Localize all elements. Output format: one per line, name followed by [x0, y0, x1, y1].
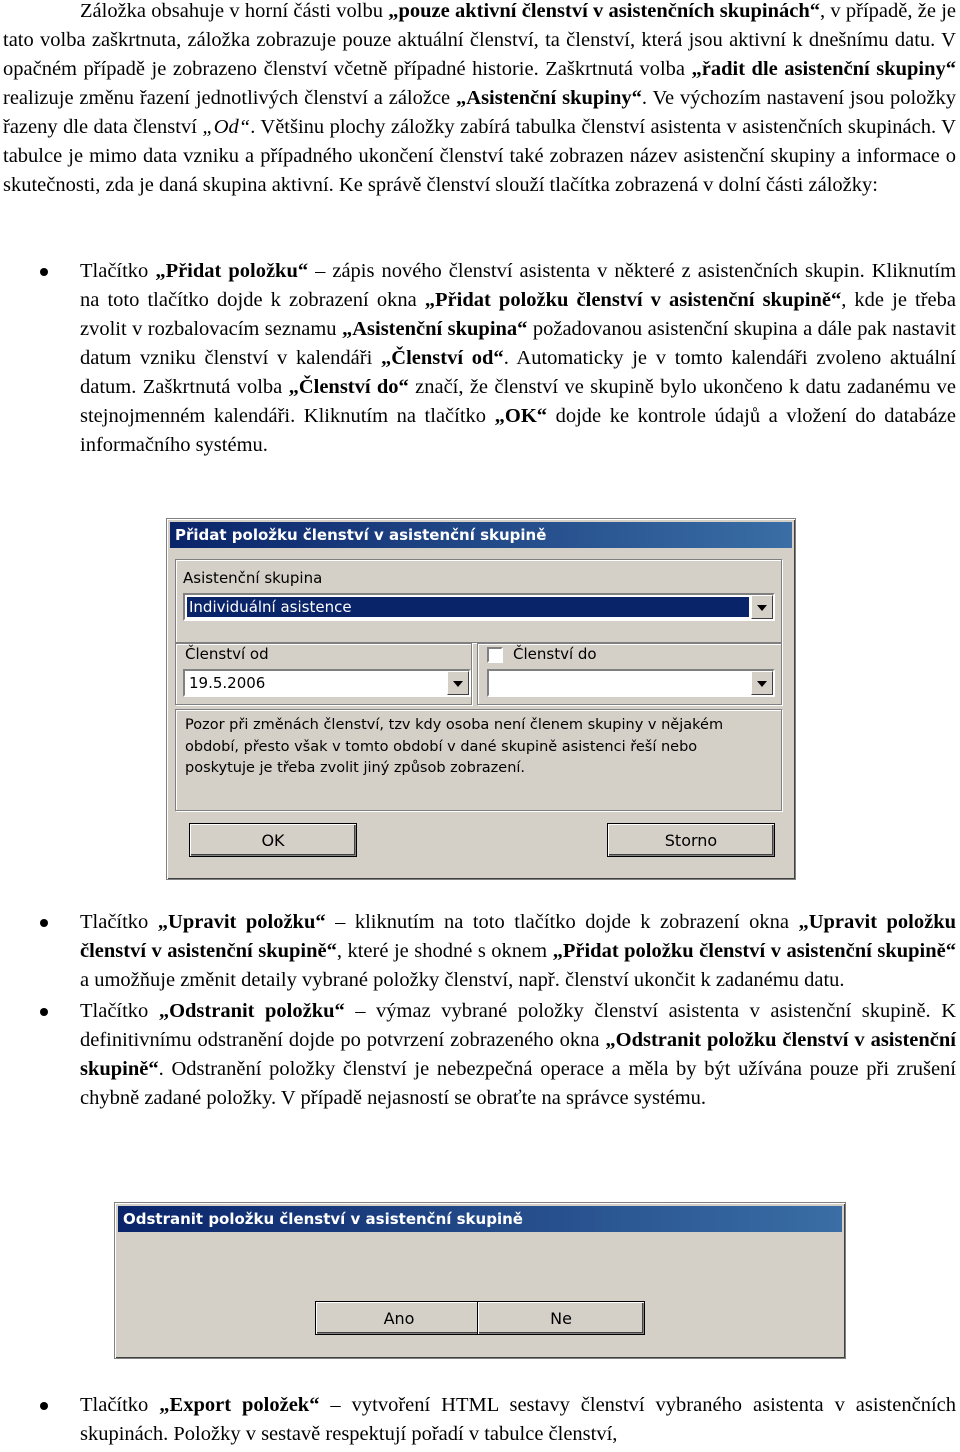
list-item — [0, 1391, 956, 1449]
to-label: Členství do — [513, 645, 597, 663]
text: Tlačítko — [80, 1000, 159, 1022]
bullet-icon — [40, 1008, 48, 1016]
list-item — [0, 257, 956, 460]
option-active-membership: „pouze aktivní členství v asistenčních skupinách“ — [388, 0, 821, 22]
button-name: „Export položek“ — [159, 1394, 320, 1416]
chevron-down-icon[interactable] — [751, 595, 773, 619]
text: , v případě, že je tato volba zaškrtnuta, záložka zobrazuje pouze aktuální členství, ta členství, která jsou aktivní k dnešnímu datu. V opačném případě je zobrazeno členství včetně případné historie. Zaškrtnutá volba — [3, 0, 957, 80]
text: . Většinu plochy záložky zabírá tabulka členství asistenta v asistenčních skupinách. V tabulce je mimo data vzniku a případného ukončení členství také zobrazen název asistenční skupiny a informace o skutečnosti, zda je daná skupina aktivní. Ke správě členství slouží tlačítka zobrazená v dolní části záložky: — [3, 116, 956, 196]
dialog-title: Odstranit položku členství v asistenční skupině — [118, 1206, 842, 1232]
field-name: „Členství od“ — [381, 347, 504, 369]
text: značí, že členství ve skupině bylo ukončeno k datu zadanému ve stejnojmenném kalendáři. Kliknutím na tlačítko — [80, 376, 956, 427]
text: Záložka obsahuje v horní části volbu — [80, 0, 389, 22]
from-label: Členství od — [185, 645, 269, 663]
text: Tlačítko — [80, 260, 156, 282]
text: . Odstranění položky členství je nebezpečná operace a měla by být užívána pouze při zrušení chybně zadané položky. V případě nejasností se obraťte na správce systému. — [80, 1058, 956, 1109]
button-name: „Upravit položku“ — [157, 911, 326, 933]
window-name: „Upravit položku členství v asistenční skupině“ — [80, 911, 957, 962]
text: – výmaz vybrané položky členství asistenta v asistenční skupině. K definitivnímu odstranění dojde po potvrzení zobrazeného okna — [80, 1000, 956, 1051]
button-name: „OK“ — [494, 405, 548, 427]
option-sort-by-group: „řadit dle asistenční skupiny“ — [691, 58, 957, 80]
no-button[interactable]: Ne — [477, 1301, 645, 1335]
bullet-icon — [40, 268, 48, 276]
bullet-icon — [40, 919, 48, 927]
to-date-picker[interactable] — [487, 669, 775, 697]
text: a umožňuje změnit detaily vybrané položky členství, např. členství ukončit k zadanému datu. — [80, 969, 845, 991]
field-name: „Asistenční skupina“ — [341, 318, 528, 340]
button-name: „Přidat položku“ — [155, 260, 309, 282]
bullet-icon — [40, 1402, 48, 1410]
text: realizuje změnu řazení jednotlivých členství a záložce — [3, 87, 457, 109]
text: , kde je třeba zvolit v rozbalovacím seznamu — [80, 289, 957, 340]
list-item — [0, 908, 956, 995]
text: požadovanou asistenční skupina a dále pak nastavit datum vzniku členství v kalendáři — [80, 318, 956, 369]
text: – vytvoření HTML sestavy členství vybraného asistenta v asistenčních skupinách. Položky v sestavě respektují pořadí v tabulce členství, — [80, 1394, 956, 1445]
remove-membership-dialog — [114, 1202, 846, 1359]
from-date-value: 19.5.2006 — [189, 674, 266, 692]
group-label: Asistenční skupina — [183, 569, 323, 587]
list-item — [0, 997, 956, 1113]
text: , které je shodné s oknem — [336, 940, 553, 962]
window-name: „Přidat položku členství v asistenční skupině“ — [424, 289, 842, 311]
group-select[interactable] — [183, 593, 775, 621]
text: Tlačítko — [80, 911, 158, 933]
text: . Ve výchozím nastavení jsou položky řazeny dle data členství — [3, 87, 956, 138]
bullet-list-1 — [0, 257, 960, 460]
to-checkbox[interactable] — [487, 647, 503, 663]
text: dojde ke kontrole údajů a vložení do databáze informačního systému. — [80, 405, 956, 456]
window-name: „Odstranit položku členství v asistenční skupině“ — [80, 1029, 957, 1080]
chevron-down-icon[interactable] — [447, 671, 469, 695]
bullet-list-2 — [0, 908, 960, 1113]
ok-button[interactable]: OK — [189, 823, 357, 857]
text: – kliknutím na toto tlačítko dojde k zobrazení okna — [325, 911, 799, 933]
column-name: „Od“ — [202, 116, 251, 138]
window-name: „Přidat položku členství v asistenční skupině“ — [552, 940, 956, 962]
add-membership-dialog — [166, 518, 796, 880]
text: Tlačítko — [80, 1394, 160, 1416]
notice-text: Pozor při změnách členství, tzv kdy osoba není členem skupiny v nějakém období, přesto však v tomto období v dané skupině asistenci řeší nebo poskytuje je třeba zvolit jiný způsob zobrazení. — [185, 717, 724, 776]
tab-name: „Asistenční skupiny“ — [456, 87, 642, 109]
group-select-value: Individuální asistence — [189, 598, 352, 616]
from-date-picker[interactable] — [183, 669, 471, 697]
chevron-down-icon[interactable] — [751, 671, 773, 695]
field-name: „Členství do“ — [288, 376, 409, 398]
button-name: „Odstranit položku“ — [158, 1000, 345, 1022]
yes-button[interactable]: Ano — [315, 1301, 483, 1335]
bullet-list-3 — [0, 1391, 960, 1449]
intro-paragraph — [3, 0, 956, 200]
text: . Automaticky je v tomto kalendáři zvoleno aktuální datum. Zaškrtnutá volba — [80, 347, 956, 398]
dialog-title: Přidat položku členství v asistenční skupině — [170, 522, 792, 548]
text: – zápis nového členství asistenta v některé z asistenčních skupin. Kliknutím na toto tlačítko dojde k zobrazení okna — [80, 260, 957, 311]
cancel-button[interactable]: Storno — [607, 823, 775, 857]
